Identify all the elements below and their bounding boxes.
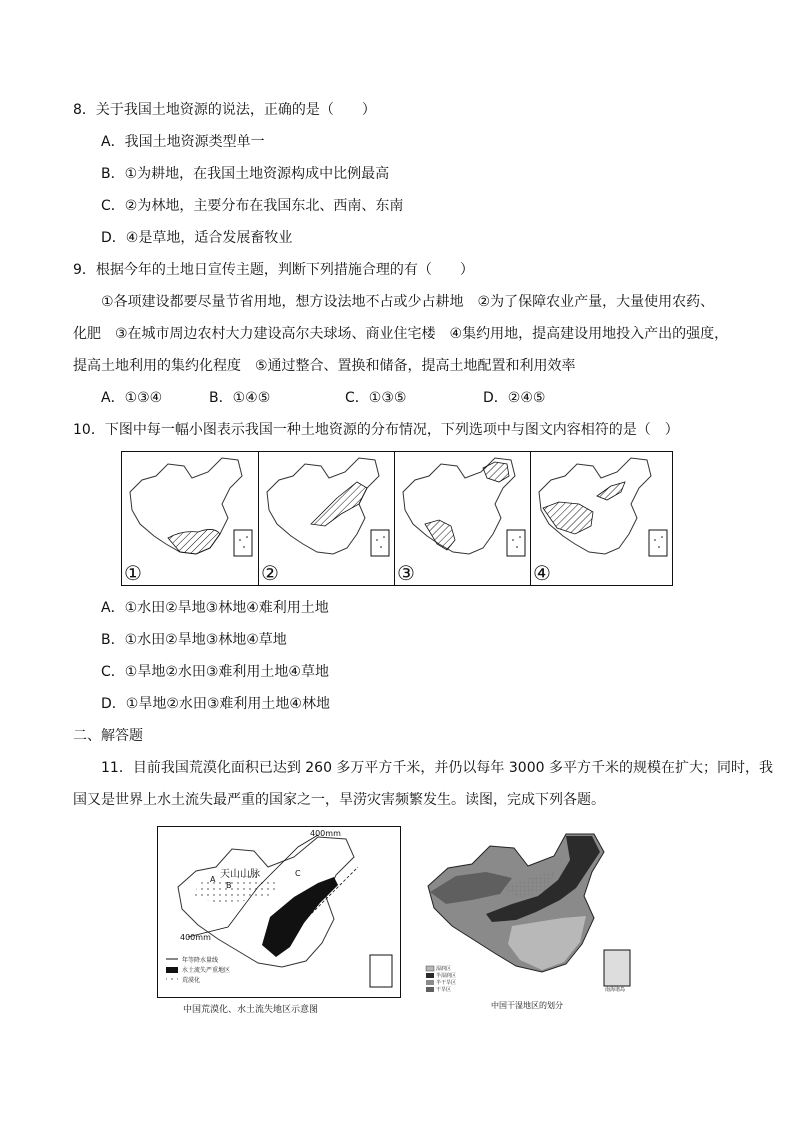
legend-isohyet: 年等降水量线 — [182, 957, 219, 964]
q9-stem: 9．根据今年的土地日宣传主题，判断下列措施合理的有（ ） — [73, 262, 474, 278]
q8-stem: 8．关于我国土地资源的说法，正确的是（ ） — [73, 102, 376, 118]
point-c-label: C — [295, 869, 301, 878]
panel-label-2: ② — [261, 561, 279, 585]
q9-body-line-3: 提高土地利用的集约化程度 ⑤通过整合、置换和储备，提高土地配置和利用效率 — [73, 358, 576, 374]
map1-caption: 中国荒漠化、水土流失地区示意图 — [183, 1005, 319, 1015]
legend-desertification: 荒漠化 — [182, 977, 201, 984]
china-map-2 — [259, 452, 393, 584]
tianshan-label: 天山山脉 — [220, 869, 260, 880]
section-heading: 二、解答题 — [73, 728, 143, 744]
q8-option-d: D．④是草地，适合发展畜牧业 — [101, 230, 293, 246]
south-china-sea-inset-label: 南海诸岛 — [605, 987, 626, 993]
legend-humid: 湿润区 — [436, 966, 452, 972]
q9-option-b: B．①④⑤ — [209, 390, 271, 406]
isohyet-label-left: 400mm — [180, 933, 211, 942]
point-a-label: A — [210, 875, 216, 884]
q10-stem: 10．下图中每一幅小图表示我国一种土地资源的分布情况，下列选项中与图文内容相符的是（ ） — [73, 422, 679, 438]
q8-option-c: C．②为林地，主要分布在我国东北、西南、东南 — [101, 198, 404, 214]
q8-option-b: B．①为耕地，在我国土地资源构成中比例最高 — [101, 166, 390, 182]
q10-option-c: C．①旱地②水田③难利用土地④草地 — [101, 664, 329, 680]
q9-body-line-1: ①各项建设都要尽量节省用地，想方设法地不占或少占耕地 ②为了保障农业产量，大量使用农药、 — [101, 294, 715, 310]
legend-semi-arid: 半干旱区 — [436, 980, 457, 986]
q10-option-b: B．①水田②旱地③林地④草地 — [101, 632, 287, 648]
map2-caption: 中国干湿地区的划分 — [491, 1001, 563, 1010]
china-map-1 — [122, 452, 257, 584]
q11-text-line-1: 11．目前我国荒漠化面积已达到 260 多万平方千米，并仍以每年 3000 多平方千米的规模在扩大；同时，我 — [101, 760, 773, 776]
panel-label-3: ③ — [397, 561, 415, 585]
china-map-4 — [531, 452, 671, 584]
legend-semi-humid: 半湿润区 — [436, 973, 457, 979]
q9-option-a: A．①③④ — [101, 390, 163, 406]
q10-option-d: D．①旱地②水田③难利用土地④林地 — [101, 696, 330, 712]
legend-soil-erosion: 水土流失严重地区 — [182, 967, 231, 974]
q11-text-line-2: 国又是世界上水土流失最严重的国家之一，旱涝灾害频繁发生。读图，完成下列各题。 — [73, 792, 605, 808]
dry-wet-regions-map — [416, 826, 642, 996]
legend-arid: 干旱区 — [436, 987, 452, 993]
q10-option-a: A．①水田②旱地③林地④难利用土地 — [101, 600, 329, 616]
map-panel-2 — [258, 451, 395, 586]
point-b-label: B — [226, 881, 232, 890]
map-panel-4 — [530, 451, 673, 586]
panel-label-4: ④ — [533, 561, 551, 585]
desertification-erosion-map — [157, 826, 401, 998]
q8-option-a: A．我国土地资源类型单一 — [101, 134, 265, 150]
panel-label-1: ① — [124, 561, 142, 585]
map-panel-1 — [121, 451, 259, 586]
china-map-3 — [395, 452, 529, 584]
isohyet-label-top: 400mm — [310, 829, 341, 838]
q9-body-line-2: 化肥 ③在城市周边农村大力建设高尔夫球场、商业住宅楼 ④集约用地，提高建设用地投入产出的强度， — [73, 326, 729, 342]
q9-option-c: C．①③⑤ — [345, 390, 407, 406]
q9-option-d: D．②④⑤ — [483, 390, 546, 406]
map-panel-3 — [394, 451, 531, 586]
